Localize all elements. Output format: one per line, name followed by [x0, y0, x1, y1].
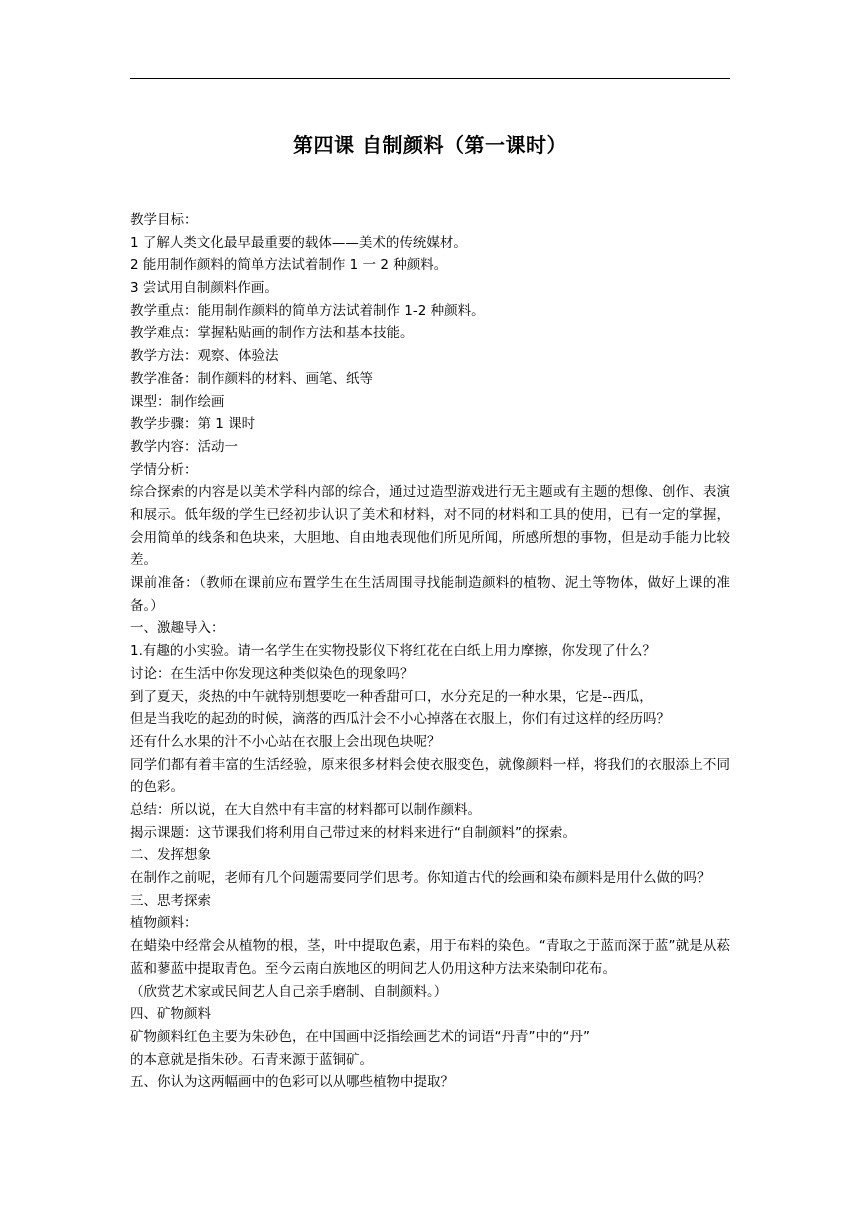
analysis-heading: 学情分析： — [130, 461, 198, 478]
pre-class-paragraph: 课前准备：（教师在课前应布置学生在生活周围寻找能制造颜料的植物、泥土等物体，做好上课的准备。） — [130, 575, 730, 614]
goal-heading: 教学目标： — [130, 212, 198, 228]
section-heading-4: 四、矿物颜料 — [130, 1006, 211, 1023]
difficulty: 教学难点：掌握粘贴画的制作方法和基本技能。 — [130, 325, 414, 342]
section-heading-5: 五、你认为这两幅画中的色彩可以从哪些植物中提取？ — [130, 1074, 454, 1091]
section-heading-1: 一、激趣导入： — [130, 620, 225, 637]
other-fruit-line: 还有什么水果的汁不小心站在衣服上会出现色块呢？ — [130, 733, 441, 750]
plant-pigment-paragraph: 在蜡染中经常会从植物的根，茎，叶中提取色素，用于布料的染色。“青取之于蓝而深于蓝”就是从菘蓝和蓼蓝中提取青色。至今云南白族地区的明间艺人仍用这种方法来染制印花布。 — [130, 938, 730, 977]
teaching-method: 教学方法：观察、体验法 — [130, 348, 279, 365]
appreciate-line: （欣赏艺术家或民间艺人自己亲手磨制、自制颜料。） — [130, 983, 448, 1000]
document-body — [130, 209, 730, 1094]
teaching-content: 教学内容：活动一 — [130, 438, 238, 455]
key-point: 教学重点：能用制作颜料的简单方法试着制作 1-2 种颜料。 — [130, 302, 485, 319]
discussion-line: 讨论：在生活中你发现这种类似染色的现象吗？ — [130, 665, 414, 682]
mineral-line-1: 矿物颜料红色主要为朱砂色，在中国画中泛指绘画艺术的词语“丹青”中的“丹” — [130, 1028, 590, 1045]
experiment-line: 1.有趣的小实验。请一名学生在实物投影仪下将红花在白纸上用力摩擦，你发现了什么？ — [130, 643, 656, 660]
lesson-type: 课型：制作绘画 — [130, 393, 225, 410]
analysis-paragraph: 综合探索的内容是以美术学科内部的综合，通过过造型游戏进行无主题或有主题的想像、创作、表演和展示。低年级的学生已经初步认识了美术和材料，对不同的材料和工具的使用，已有一定的掌握，会用简单的线条和色块来，大胆地、自由地表现他们所见所闻，所感所想的事物，但是动手能力比较差。 — [130, 484, 730, 569]
juice-line: 但是当我吃的起劲的时候，滴落的西瓜汁会不小心掉落在衣服上，你们有过这样的经历吗？ — [130, 711, 670, 728]
section-heading-3: 三、思考探索 — [130, 892, 211, 909]
summary-line: 总结：所以说，在大自然中有丰富的材料都可以制作颜料。 — [130, 802, 481, 818]
page-title: 第四课 自制颜料（第一课时） — [293, 133, 567, 157]
teaching-steps: 教学步骤：第 1 课时 — [130, 416, 256, 433]
mineral-line-2: 的本意就是指朱砂。石青来源于蓝铜矿。 — [130, 1051, 373, 1068]
summer-line: 到了夏天，炎热的中午就特别想要吃一种香甜可口，水分充足的一种水果，它是--西瓜， — [130, 688, 653, 705]
goal-item-2: 2 能用制作颜料的简单方法试着制作 1 一 2 种颜料。 — [130, 257, 448, 274]
teaching-preparation: 教学准备：制作颜料的材料、画笔、纸等 — [130, 370, 373, 387]
section-heading-2: 二、发挥想象 — [130, 847, 211, 864]
plant-pigment-heading: 植物颜料： — [130, 915, 198, 932]
goal-item-3: 3 尝试用自制颜料作画。 — [130, 280, 278, 297]
reveal-topic-line: 揭示课题：这节课我们将利用自己带过来的材料来进行“自制颜料”的探索。 — [130, 824, 576, 841]
experience-paragraph: 同学们都有着丰富的生活经验，原来很多材料会使衣服变色，就像颜料一样，将我们的衣服添上不同的色彩。 — [130, 756, 730, 796]
goal-item-1: 1 了解人类文化最早最重要的载体——美术的传统媒材。 — [130, 234, 467, 251]
imagine-paragraph: 在制作之前呢，老师有几个问题需要同学们思考。你知道古代的绘画和染布颜料是用什么做的吗？ — [130, 870, 711, 887]
header-rule — [130, 78, 730, 79]
